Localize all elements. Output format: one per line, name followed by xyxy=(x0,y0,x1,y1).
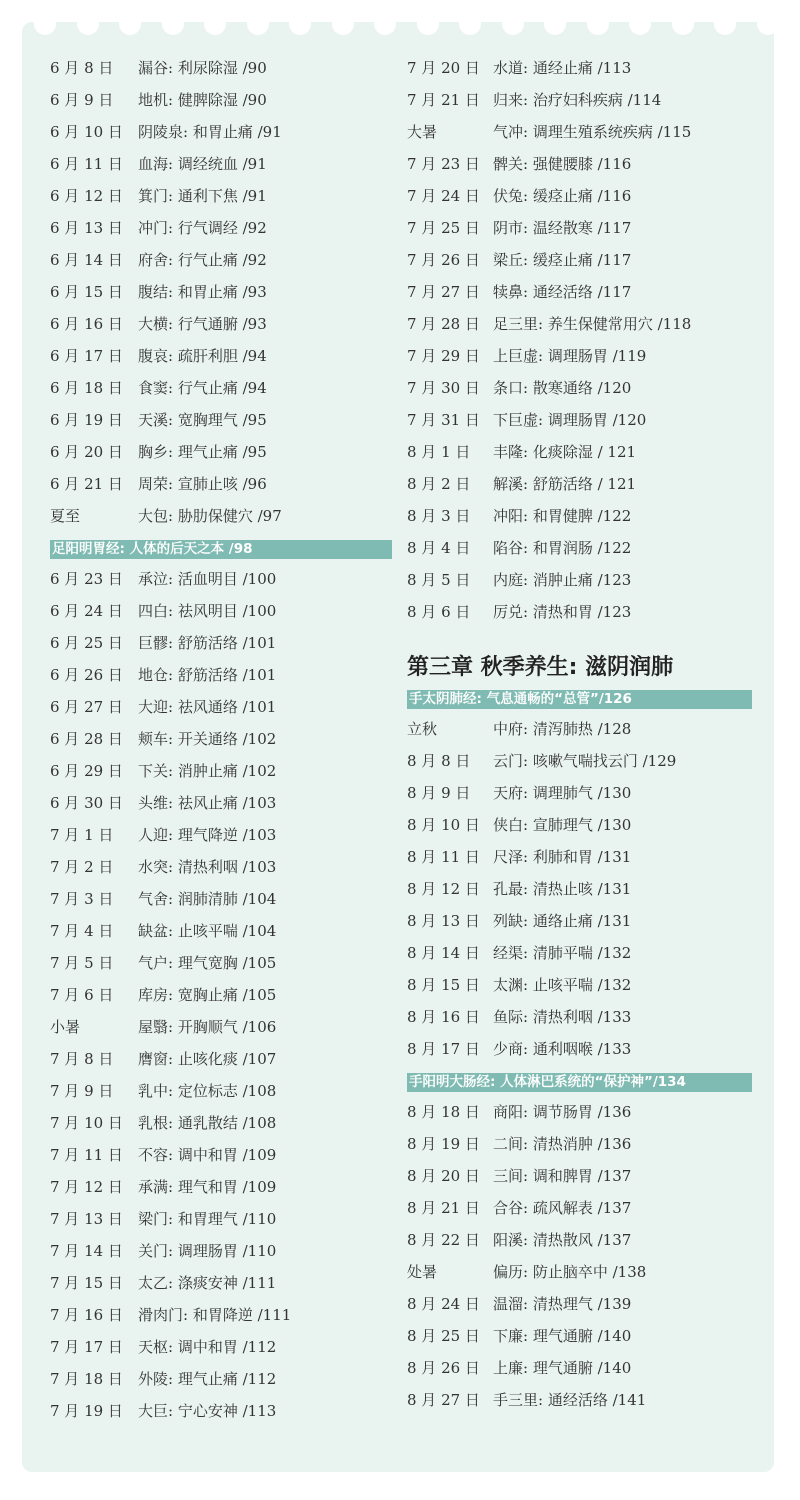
toc-entry[interactable] xyxy=(50,276,392,308)
toc-entry[interactable] xyxy=(407,809,752,841)
entry-date: 6 月 9 日 xyxy=(50,91,114,109)
entry-acupoint-text: 库房: 宽胸止痛 /105 xyxy=(138,986,277,1004)
toc-entry[interactable] xyxy=(407,372,752,404)
section-header-stomach-meridian: 足阳明胃经: 人体的后天之本 /98 xyxy=(50,540,392,559)
right-list-group-1 xyxy=(407,52,752,628)
entry-date: 6 月 18 日 xyxy=(50,379,123,397)
toc-entry[interactable] xyxy=(50,627,392,659)
entry-date: 7 月 20 日 xyxy=(407,59,480,77)
entry-acupoint-text: 地机: 健脾除湿 /90 xyxy=(138,91,267,109)
entry-date: 6 月 11 日 xyxy=(50,155,123,173)
toc-entry[interactable] xyxy=(50,947,392,979)
entry-acupoint-text: 三间: 调和脾胃 /137 xyxy=(493,1167,632,1185)
binder-hole xyxy=(374,22,396,35)
entry-date: 6 月 21 日 xyxy=(50,475,123,493)
right-column xyxy=(407,52,752,1416)
entry-date: 8 月 19 日 xyxy=(407,1135,480,1153)
entry-acupoint-text: 下廉: 理气通腑 /140 xyxy=(493,1327,632,1345)
entry-date: 7 月 27 日 xyxy=(407,283,480,301)
entry-date: 6 月 23 日 xyxy=(50,570,123,588)
entry-date: 8 月 20 日 xyxy=(407,1167,480,1185)
entry-acupoint-text: 膺窗: 止咳化痰 /107 xyxy=(138,1050,277,1068)
binder-hole xyxy=(247,22,269,35)
right-list-group-3 xyxy=(407,1096,752,1416)
toc-entry[interactable] xyxy=(50,1363,392,1395)
toc-entry[interactable] xyxy=(50,979,392,1011)
entry-date: 7 月 19 日 xyxy=(50,1402,123,1420)
entry-date: 7 月 3 日 xyxy=(50,890,114,908)
toc-entry[interactable] xyxy=(50,404,392,436)
entry-acupoint-text: 太乙: 涤痰安神 /111 xyxy=(138,1274,277,1292)
entry-date: 夏至 xyxy=(50,507,81,525)
toc-entry[interactable] xyxy=(50,1139,392,1171)
entry-acupoint-text: 乳根: 通乳散结 /108 xyxy=(138,1114,277,1132)
toc-entry[interactable] xyxy=(50,148,392,180)
entry-date: 6 月 26 日 xyxy=(50,666,123,684)
entry-date: 7 月 13 日 xyxy=(50,1210,123,1228)
toc-entry[interactable] xyxy=(50,595,392,627)
entry-acupoint-text: 尺泽: 利肺和胃 /131 xyxy=(493,848,632,866)
toc-entry[interactable] xyxy=(50,563,392,595)
entry-date: 7 月 6 日 xyxy=(50,986,114,1004)
entry-date: 7 月 26 日 xyxy=(407,251,480,269)
entry-date: 6 月 14 日 xyxy=(50,251,123,269)
entry-acupoint-text: 侠白: 宣肺理气 /130 xyxy=(493,816,632,834)
entry-date: 8 月 14 日 xyxy=(407,944,480,962)
entry-acupoint-text: 归来: 治疗妇科疾病 /114 xyxy=(493,91,662,109)
toc-entry[interactable] xyxy=(50,436,392,468)
entry-acupoint-text: 人迎: 理气降逆 /103 xyxy=(138,826,277,844)
toc-entry[interactable] xyxy=(407,1128,752,1160)
section-header-lung-meridian: 手太阴肺经: 气息通畅的“总管”/126 xyxy=(407,690,752,709)
entry-acupoint-text: 上廉: 理气通腑 /140 xyxy=(493,1359,632,1377)
toc-entry[interactable] xyxy=(50,500,392,532)
toc-entry[interactable] xyxy=(50,1331,392,1363)
entry-acupoint-text: 承满: 理气和胃 /109 xyxy=(138,1178,277,1196)
entry-acupoint-text: 冲门: 行气调经 /92 xyxy=(138,219,267,237)
toc-entry[interactable] xyxy=(50,723,392,755)
entry-date: 6 月 17 日 xyxy=(50,347,123,365)
entry-acupoint-text: 腹结: 和胃止痛 /93 xyxy=(138,283,267,301)
entry-date: 6 月 16 日 xyxy=(50,315,123,333)
binder-hole xyxy=(502,22,524,35)
entry-date: 8 月 4 日 xyxy=(407,539,471,557)
toc-entry[interactable] xyxy=(407,116,752,148)
entry-acupoint-text: 缺盆: 止咳平喘 /104 xyxy=(138,922,277,940)
entry-date: 8 月 11 日 xyxy=(407,848,480,866)
binder-hole xyxy=(332,22,354,35)
left-list-group-2 xyxy=(50,563,392,1427)
toc-entry[interactable] xyxy=(50,308,392,340)
toc-entry[interactable] xyxy=(407,52,752,84)
entry-acupoint-text: 偏历: 防止脑卒中 /138 xyxy=(493,1263,647,1281)
toc-entry[interactable] xyxy=(50,1299,392,1331)
binder-hole xyxy=(672,22,694,35)
entry-acupoint-text: 足三里: 养生保健常用穴 /118 xyxy=(493,315,692,333)
toc-entry[interactable] xyxy=(407,969,752,1001)
entry-acupoint-text: 气舍: 润肺清肺 /104 xyxy=(138,890,277,908)
entry-date: 8 月 22 日 xyxy=(407,1231,480,1249)
entry-date: 8 月 26 日 xyxy=(407,1359,480,1377)
entry-acupoint-text: 手三里: 通经活络 /141 xyxy=(493,1391,647,1409)
entry-date: 6 月 10 日 xyxy=(50,123,123,141)
entry-date: 7 月 9 日 xyxy=(50,1082,114,1100)
entry-acupoint-text: 头维: 祛风止痛 /103 xyxy=(138,794,277,812)
entry-acupoint-text: 梁门: 和胃理气 /110 xyxy=(138,1210,277,1228)
toc-entry[interactable] xyxy=(407,244,752,276)
entry-date: 8 月 5 日 xyxy=(407,571,471,589)
entry-acupoint-text: 屋翳: 开胸顺气 /106 xyxy=(138,1018,277,1036)
toc-entry[interactable] xyxy=(407,148,752,180)
entry-date: 7 月 16 日 xyxy=(50,1306,123,1324)
binder-hole xyxy=(417,22,439,35)
entry-acupoint-text: 周荣: 宣肺止咳 /96 xyxy=(138,475,267,493)
entry-acupoint-text: 二间: 清热消肿 /136 xyxy=(493,1135,632,1153)
entry-acupoint-text: 中府: 清泻肺热 /128 xyxy=(493,720,632,738)
entry-date: 6 月 28 日 xyxy=(50,730,123,748)
entry-acupoint-text: 天府: 调理肺气 /130 xyxy=(493,784,632,802)
toc-entry[interactable] xyxy=(407,212,752,244)
toc-entry[interactable] xyxy=(50,819,392,851)
entry-date: 7 月 18 日 xyxy=(50,1370,123,1388)
toc-entry[interactable] xyxy=(50,372,392,404)
entry-date: 8 月 21 日 xyxy=(407,1199,480,1217)
toc-entry[interactable] xyxy=(407,276,752,308)
toc-entry[interactable] xyxy=(50,851,392,883)
entry-acupoint-text: 条口: 散寒通络 /120 xyxy=(493,379,632,397)
toc-entry[interactable] xyxy=(50,1395,392,1427)
entry-date: 8 月 10 日 xyxy=(407,816,480,834)
entry-acupoint-text: 四白: 祛风明目 /100 xyxy=(138,602,277,620)
toc-entry[interactable] xyxy=(50,1171,392,1203)
entry-acupoint-text: 下关: 消肿止痛 /102 xyxy=(138,762,277,780)
binder-hole xyxy=(757,22,775,35)
entry-date: 6 月 27 日 xyxy=(50,698,123,716)
binder-hole xyxy=(162,22,184,35)
toc-entry[interactable] xyxy=(50,244,392,276)
toc-entry[interactable] xyxy=(407,1352,752,1384)
entry-acupoint-text: 关门: 调理肠胃 /110 xyxy=(138,1242,277,1260)
toc-entry[interactable] xyxy=(407,937,752,969)
entry-acupoint-text: 阴市: 温经散寒 /117 xyxy=(493,219,632,237)
notebook-page xyxy=(22,22,774,1472)
toc-entry[interactable] xyxy=(407,873,752,905)
toc-entry[interactable] xyxy=(407,500,752,532)
toc-entry[interactable] xyxy=(407,1160,752,1192)
entry-date: 7 月 11 日 xyxy=(50,1146,123,1164)
entry-acupoint-text: 承泣: 活血明目 /100 xyxy=(138,570,277,588)
toc-entry[interactable] xyxy=(50,1075,392,1107)
entry-date: 7 月 4 日 xyxy=(50,922,114,940)
entry-acupoint-text: 解溪: 舒筋活络 / 121 xyxy=(493,475,637,493)
entry-acupoint-text: 府舍: 行气止痛 /92 xyxy=(138,251,267,269)
entry-acupoint-text: 厉兑: 清热和胃 /123 xyxy=(493,603,632,621)
toc-entry[interactable] xyxy=(407,564,752,596)
toc-entry[interactable] xyxy=(407,745,752,777)
binder-hole xyxy=(289,22,311,35)
entry-date: 7 月 24 日 xyxy=(407,187,480,205)
toc-entry[interactable] xyxy=(407,777,752,809)
entry-date: 6 月 29 日 xyxy=(50,762,123,780)
toc-entry[interactable] xyxy=(407,905,752,937)
toc-entry[interactable] xyxy=(407,1320,752,1352)
entry-date: 7 月 17 日 xyxy=(50,1338,123,1356)
toc-entry[interactable] xyxy=(50,883,392,915)
left-list-group-1 xyxy=(50,52,392,532)
binder-hole xyxy=(587,22,609,35)
toc-entry[interactable] xyxy=(407,1192,752,1224)
entry-date: 8 月 9 日 xyxy=(407,784,471,802)
binder-hole xyxy=(544,22,566,35)
entry-date: 6 月 8 日 xyxy=(50,59,114,77)
entry-acupoint-text: 商阳: 调节肠胃 /136 xyxy=(493,1103,632,1121)
entry-acupoint-text: 大巨: 宁心安神 /113 xyxy=(138,1402,277,1420)
entry-date: 6 月 25 日 xyxy=(50,634,123,652)
entry-acupoint-text: 大包: 胁肋保健穴 /97 xyxy=(138,507,282,525)
toc-entry[interactable] xyxy=(50,116,392,148)
toc-entry[interactable] xyxy=(407,308,752,340)
entry-date: 6 月 30 日 xyxy=(50,794,123,812)
entry-acupoint-text: 冲阳: 和胃健脾 /122 xyxy=(493,507,632,525)
entry-date: 8 月 3 日 xyxy=(407,507,471,525)
toc-entry[interactable] xyxy=(407,84,752,116)
entry-acupoint-text: 巨髎: 舒筋活络 /101 xyxy=(138,634,277,652)
toc-entry[interactable] xyxy=(407,340,752,372)
toc-entry[interactable] xyxy=(407,1001,752,1033)
toc-entry[interactable] xyxy=(407,841,752,873)
entry-date: 6 月 19 日 xyxy=(50,411,123,429)
entry-date: 小暑 xyxy=(50,1018,81,1036)
toc-entry[interactable] xyxy=(407,1288,752,1320)
entry-acupoint-text: 梁丘: 缓痉止痛 /117 xyxy=(493,251,632,269)
entry-acupoint-text: 外陵: 理气止痛 /112 xyxy=(138,1370,277,1388)
binder-hole xyxy=(77,22,99,35)
binder-hole xyxy=(459,22,481,35)
entry-date: 8 月 1 日 xyxy=(407,443,471,461)
entry-acupoint-text: 少商: 通利咽喉 /133 xyxy=(493,1040,632,1058)
binder-hole xyxy=(34,22,56,35)
entry-date: 6 月 24 日 xyxy=(50,602,123,620)
entry-acupoint-text: 孔最: 清热止咳 /131 xyxy=(493,880,632,898)
entry-acupoint-text: 不容: 调中和胃 /109 xyxy=(138,1146,277,1164)
toc-entry[interactable] xyxy=(50,1203,392,1235)
entry-date: 7 月 23 日 xyxy=(407,155,480,173)
binder-hole xyxy=(714,22,736,35)
chapter-title: 第三章 秋季养生: 滋阴润肺 xyxy=(407,655,674,680)
entry-acupoint-text: 下巨虚: 调理肠胃 /120 xyxy=(493,411,647,429)
entry-date: 7 月 21 日 xyxy=(407,91,480,109)
entry-acupoint-text: 经渠: 清肺平喘 /132 xyxy=(493,944,632,962)
toc-entry[interactable] xyxy=(407,532,752,564)
entry-date: 6 月 13 日 xyxy=(50,219,123,237)
entry-date: 处暑 xyxy=(407,1263,438,1281)
toc-entry[interactable] xyxy=(50,1043,392,1075)
binder-hole xyxy=(119,22,141,35)
entry-date: 8 月 27 日 xyxy=(407,1391,480,1409)
entry-acupoint-text: 犊鼻: 通经活络 /117 xyxy=(493,283,632,301)
entry-acupoint-text: 气冲: 调理生殖系统疾病 /115 xyxy=(493,123,692,141)
entry-date: 立秋 xyxy=(407,720,438,738)
entry-acupoint-text: 乳中: 定位标志 /108 xyxy=(138,1082,277,1100)
entry-date: 7 月 28 日 xyxy=(407,315,480,333)
entry-date: 8 月 16 日 xyxy=(407,1008,480,1026)
toc-entry[interactable] xyxy=(50,1107,392,1139)
entry-acupoint-text: 内庭: 消肿止痛 /123 xyxy=(493,571,632,589)
entry-acupoint-text: 天溪: 宽胸理气 /95 xyxy=(138,411,267,429)
entry-acupoint-text: 腹哀: 疏肝利胆 /94 xyxy=(138,347,267,365)
toc-entry[interactable] xyxy=(407,1256,752,1288)
entry-acupoint-text: 合谷: 疏风解表 /137 xyxy=(493,1199,632,1217)
entry-date: 7 月 31 日 xyxy=(407,411,480,429)
entry-acupoint-text: 列缺: 通络止痛 /131 xyxy=(493,912,632,930)
toc-entry[interactable] xyxy=(407,713,752,745)
binder-holes xyxy=(22,22,774,35)
toc-entry[interactable] xyxy=(50,1011,392,1043)
toc-entry[interactable] xyxy=(407,1096,752,1128)
entry-date: 7 月 2 日 xyxy=(50,858,114,876)
entry-acupoint-text: 大横: 行气通腑 /93 xyxy=(138,315,267,333)
toc-entry[interactable] xyxy=(407,1224,752,1256)
toc-entry[interactable] xyxy=(50,787,392,819)
toc-entry[interactable] xyxy=(50,659,392,691)
toc-entry[interactable] xyxy=(407,1033,752,1065)
entry-date: 8 月 18 日 xyxy=(407,1103,480,1121)
entry-date: 7 月 30 日 xyxy=(407,379,480,397)
toc-entry[interactable] xyxy=(407,1384,752,1416)
toc-entry[interactable] xyxy=(50,1235,392,1267)
entry-date: 6 月 12 日 xyxy=(50,187,123,205)
entry-acupoint-text: 陷谷: 和胃润肠 /122 xyxy=(493,539,632,557)
entry-acupoint-text: 上巨虚: 调理肠胃 /119 xyxy=(493,347,647,365)
toc-entry[interactable] xyxy=(50,52,392,84)
toc-entry[interactable] xyxy=(407,436,752,468)
entry-date: 8 月 8 日 xyxy=(407,752,471,770)
entry-acupoint-text: 食窦: 行气止痛 /94 xyxy=(138,379,267,397)
entry-acupoint-text: 大迎: 祛风通络 /101 xyxy=(138,698,277,716)
entry-date: 6 月 15 日 xyxy=(50,283,123,301)
entry-acupoint-text: 颊车: 开关通络 /102 xyxy=(138,730,277,748)
left-column xyxy=(50,52,392,1427)
entry-date: 7 月 1 日 xyxy=(50,826,114,844)
entry-acupoint-text: 温溜: 清热理气 /139 xyxy=(493,1295,632,1313)
entry-acupoint-text: 云门: 咳嗽气喘找云门 /129 xyxy=(493,752,677,770)
entry-date: 8 月 15 日 xyxy=(407,976,480,994)
entry-acupoint-text: 天枢: 调中和胃 /112 xyxy=(138,1338,277,1356)
entry-acupoint-text: 阴陵泉: 和胃止痛 /91 xyxy=(138,123,282,141)
entry-date: 大暑 xyxy=(407,123,438,141)
entry-acupoint-text: 箕门: 通利下焦 /91 xyxy=(138,187,267,205)
entry-date: 7 月 29 日 xyxy=(407,347,480,365)
entry-date: 7 月 5 日 xyxy=(50,954,114,972)
entry-date: 7 月 15 日 xyxy=(50,1274,123,1292)
entry-date: 7 月 8 日 xyxy=(50,1050,114,1068)
binder-hole xyxy=(204,22,226,35)
entry-acupoint-text: 漏谷: 利尿除湿 /90 xyxy=(138,59,267,77)
entry-acupoint-text: 水道: 通经止痛 /113 xyxy=(493,59,632,77)
entry-date: 8 月 2 日 xyxy=(407,475,471,493)
entry-date: 8 月 17 日 xyxy=(407,1040,480,1058)
entry-date: 6 月 20 日 xyxy=(50,443,123,461)
toc-entry[interactable] xyxy=(50,180,392,212)
entry-date: 7 月 25 日 xyxy=(407,219,480,237)
entry-acupoint-text: 水突: 清热利咽 /103 xyxy=(138,858,277,876)
toc-entry[interactable] xyxy=(50,340,392,372)
toc-entry[interactable] xyxy=(50,691,392,723)
toc-entry[interactable] xyxy=(407,468,752,500)
entry-acupoint-text: 阳溪: 清热散风 /137 xyxy=(493,1231,632,1249)
entry-date: 8 月 25 日 xyxy=(407,1327,480,1345)
toc-entry[interactable] xyxy=(50,755,392,787)
entry-date: 8 月 12 日 xyxy=(407,880,480,898)
entry-acupoint-text: 胸乡: 理气止痛 /95 xyxy=(138,443,267,461)
entry-acupoint-text: 血海: 调经统血 /91 xyxy=(138,155,267,173)
toc-entry[interactable] xyxy=(50,212,392,244)
entry-acupoint-text: 丰隆: 化痰除湿 / 121 xyxy=(493,443,637,461)
section-header-large-intestine-meridian: 手阳明大肠经: 人体淋巴系统的“保护神”/134 xyxy=(407,1073,752,1092)
entry-date: 8 月 13 日 xyxy=(407,912,480,930)
entry-acupoint-text: 滑肉门: 和胃降逆 /111 xyxy=(138,1306,292,1324)
toc-entry[interactable] xyxy=(407,404,752,436)
entry-date: 8 月 6 日 xyxy=(407,603,471,621)
entry-acupoint-text: 气户: 理气宽胸 /105 xyxy=(138,954,277,972)
entry-acupoint-text: 鱼际: 清热利咽 /133 xyxy=(493,1008,632,1026)
toc-entry[interactable] xyxy=(50,915,392,947)
entry-acupoint-text: 太渊: 止咳平喘 /132 xyxy=(493,976,632,994)
entry-acupoint-text: 地仓: 舒筋活络 /101 xyxy=(138,666,277,684)
entry-acupoint-text: 伏兔: 缓痉止痛 /116 xyxy=(493,187,632,205)
toc-entry[interactable] xyxy=(50,1267,392,1299)
entry-date: 7 月 14 日 xyxy=(50,1242,123,1260)
entry-acupoint-text: 髀关: 强健腰膝 /116 xyxy=(493,155,632,173)
toc-entry[interactable] xyxy=(50,84,392,116)
toc-entry[interactable] xyxy=(50,468,392,500)
entry-date: 7 月 12 日 xyxy=(50,1178,123,1196)
toc-entry[interactable] xyxy=(407,180,752,212)
toc-entry[interactable] xyxy=(407,596,752,628)
right-list-group-2 xyxy=(407,713,752,1065)
entry-date: 8 月 24 日 xyxy=(407,1295,480,1313)
entry-date: 7 月 10 日 xyxy=(50,1114,123,1132)
binder-hole xyxy=(629,22,651,35)
